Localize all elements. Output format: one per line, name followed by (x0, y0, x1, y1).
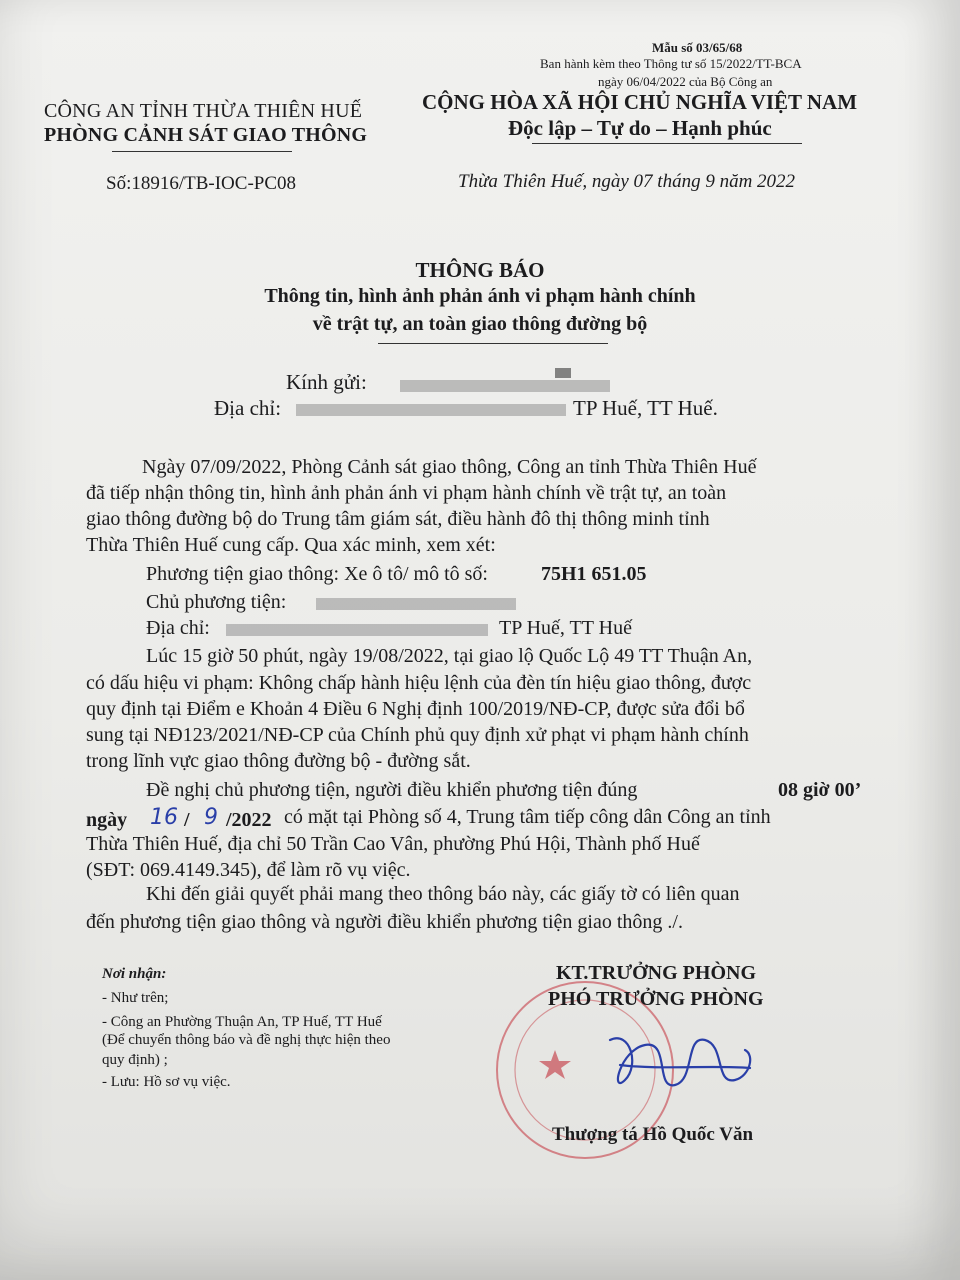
redacted-recipient-address (296, 404, 566, 416)
owner-address-city: TP Huế, TT Huế (499, 617, 632, 639)
signer-authority: KT.TRƯỞNG PHÒNG (556, 962, 756, 984)
recipient-item: - Như trên; (102, 990, 169, 1006)
body-text-line: Lúc 15 giờ 50 phút, ngày 19/08/2022, tại giao lộ Quốc Lộ 49 TT Thuận An, (146, 645, 753, 667)
place-date: Thừa Thiên Huế, ngày 07 tháng 9 năm 2022 (458, 171, 796, 192)
issuing-department: PHÒNG CẢNH SÁT GIAO THÔNG (44, 124, 368, 146)
header-underline-right (532, 143, 802, 144)
vehicle-plate: 75H1 651.05 (541, 563, 647, 585)
body-text-line: Thừa Thiên Huế cung cấp. Qua xác minh, xem xét: (86, 534, 496, 556)
form-reference-line-2: ngày 06/04/2022 của Bộ Công an (598, 74, 773, 89)
body-text-line: có mặt tại Phòng số 4, Trung tâm tiếp công dân Công an tỉnh (284, 806, 771, 828)
body-text-line: Đề nghị chủ phương tiện, người điều khiển phương tiện đúng (146, 779, 638, 801)
body-text-line: Khi đến giải quyết phải mang theo thông báo này, các giấy tờ có liên quan (146, 883, 740, 905)
body-text-line: trong lĩnh vực giao thông đường bộ - đường sắt. (86, 750, 471, 772)
document-number: Số:18916/TB-IOC-PC08 (106, 173, 297, 194)
body-text-line: quy định tại Điểm e Khoản 4 Điều 6 Nghị định 100/2019/NĐ-CP, được sửa đổi bổ (86, 698, 745, 720)
appointment-year: /2022 (226, 809, 272, 831)
issuing-authority: CÔNG AN TỈNH THỪA THIÊN HUẾ (44, 100, 363, 122)
signer-title: PHÓ TRƯỞNG PHÒNG (548, 988, 764, 1010)
appointment-month-handwritten: 9 (204, 805, 218, 830)
recipient-address-city: TP Huế, TT Huế. (573, 396, 718, 420)
form-reference-line-1: Ban hành kèm theo Thông tư số 15/2022/TT-BCA (540, 56, 802, 71)
body-text-line: sung tại NĐ123/2021/NĐ-CP của Chính phủ quy định xử phạt vi phạm hành chính (86, 724, 749, 746)
body-text-line: có dấu hiệu vi phạm: Không chấp hành hiệu lệnh của đèn tín hiệu giao thông, được (86, 672, 752, 694)
national-title: CỘNG HÒA XÃ HỘI CHỦ NGHĨA VIỆT NAM (422, 90, 858, 114)
appointment-day-handwritten: 16 (150, 805, 178, 830)
body-text-line: đã tiếp nhận thông tin, hình ảnh phản ánh vi phạm hành chính về trật tự, an toàn (86, 482, 727, 504)
header-underline-left (112, 151, 292, 152)
appointment-time: 08 giờ 00’ (778, 779, 862, 801)
handwritten-signature-icon (600, 1010, 760, 1110)
body-text-line: đến phương tiện giao thông và người điều khiển phương tiện giao thông ./. (86, 911, 683, 933)
recipient-item: - Lưu: Hồ sơ vụ việc. (102, 1074, 231, 1090)
vehicle-label: Phương tiện giao thông: Xe ô tô/ mô tô số: (146, 563, 488, 585)
body-text-line: Ngày 07/09/2022, Phòng Cảnh sát giao thông, Công an tỉnh Thừa Thiên Huế (142, 456, 757, 478)
owner-label: Chủ phương tiện: (146, 591, 287, 613)
date-separator: / (184, 809, 190, 831)
recipient-item: quy định) ; (102, 1052, 168, 1068)
document-title: THÔNG BÁO (415, 258, 545, 282)
recipient-label: Kính gửi: (286, 370, 367, 394)
body-text-line: Thừa Thiên Huế, địa chỉ 50 Trần Cao Vân, phường Phú Hội, Thành phố Huế (86, 833, 700, 855)
redacted-owner-name (316, 598, 516, 610)
recipients-title: Nơi nhận: (102, 966, 167, 982)
redacted-recipient-name-part (555, 368, 571, 378)
body-text-line: giao thông đường bộ do Trung tâm giám sát, điều hành đô thị thông minh tỉnh (86, 508, 710, 530)
redacted-owner-address (226, 624, 488, 636)
form-code: Mẫu số 03/65/68 (652, 40, 743, 55)
recipient-address-label: Địa chỉ: (214, 396, 282, 420)
title-underline (378, 343, 608, 344)
owner-address-label: Địa chỉ: (146, 617, 210, 639)
body-text-line: (SĐT: 069.4149.345), để làm rõ vụ việc. (86, 859, 411, 881)
national-motto: Độc lập – Tự do – Hạnh phúc (508, 116, 772, 140)
recipient-item: (Để chuyển thông báo và đề nghị thực hiện theo (102, 1032, 391, 1048)
recipient-item: - Công an Phường Thuận An, TP Huế, TT Huế (102, 1014, 382, 1030)
appointment-day-label: ngày (86, 809, 128, 831)
document-subtitle-line-1: Thông tin, hình ảnh phản ánh vi phạm hành chính (264, 285, 696, 307)
redacted-recipient-name (400, 380, 610, 392)
document-subtitle-line-2: về trật tự, an toàn giao thông đường bộ (312, 313, 648, 335)
signer-name: Thượng tá Hồ Quốc Văn (552, 1124, 754, 1145)
